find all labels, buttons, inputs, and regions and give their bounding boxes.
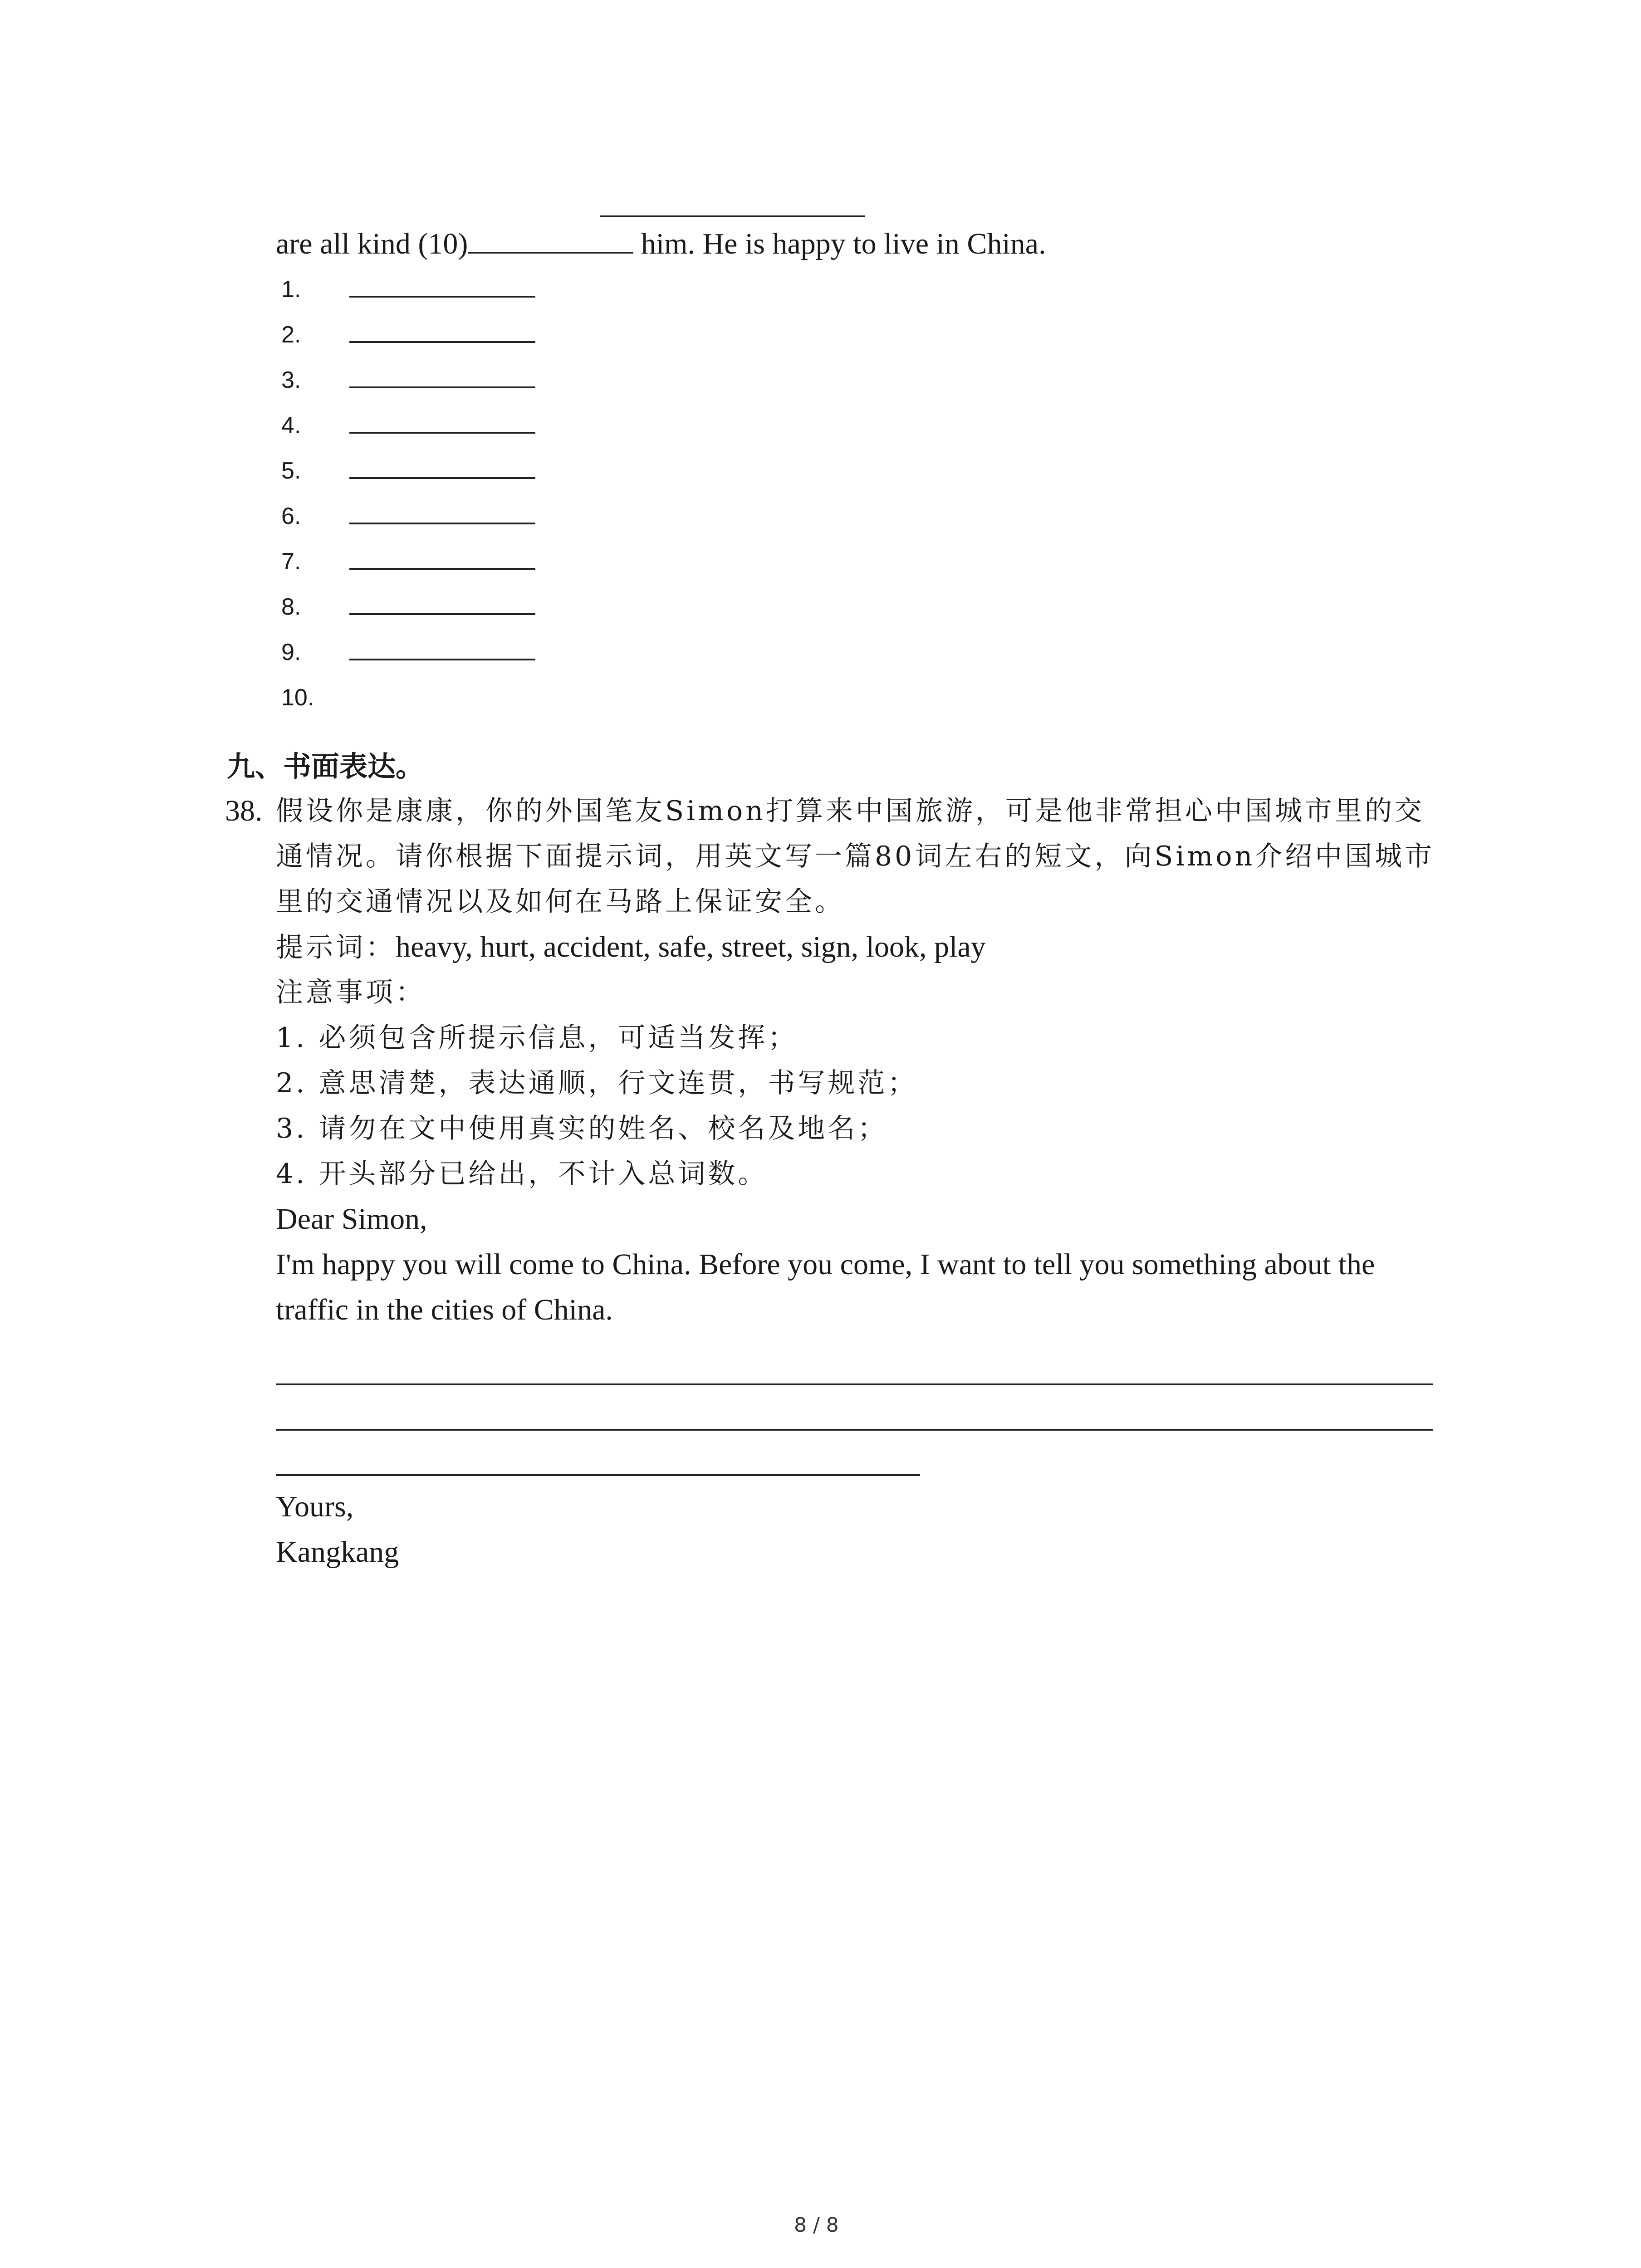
answer-number: 3. <box>281 367 301 393</box>
answer-number: 6. <box>281 503 301 529</box>
answer-number: 7. <box>281 548 301 575</box>
cloze-suffix: him. He is happy to live in China. <box>633 227 1046 260</box>
letter-opening-line-2: traffic in the cities of China. <box>276 1293 613 1326</box>
letter-signature: Kangkang <box>276 1535 399 1569</box>
answer-blank[interactable] <box>349 432 535 434</box>
answer-blank[interactable] <box>349 613 535 615</box>
note-item: 3. 请勿在文中使用真实的姓名、校名及地名； <box>276 1113 888 1144</box>
letter-opening-line-1: I'm happy you will come to China. Before you come, I want to tell you something about the <box>276 1248 1375 1281</box>
writing-line[interactable] <box>276 1429 1433 1431</box>
answer-blank[interactable] <box>349 296 535 298</box>
cloze-blank[interactable] <box>468 225 633 254</box>
answer-number: 1. <box>281 276 301 303</box>
answer-blank[interactable] <box>349 568 535 570</box>
page-number: 8 / 8 <box>794 2214 839 2237</box>
question-prompt-line-2: 通情况。请你根据下面提示词，用英文写一篇80词左右的短文，向Simon介绍中国城市 <box>276 841 1435 872</box>
writing-line[interactable] <box>276 1474 920 1476</box>
hint-line <box>276 924 986 970</box>
answer-number: 5. <box>281 458 301 484</box>
answer-blank[interactable] <box>349 477 535 479</box>
answer-number: 9. <box>281 639 301 665</box>
answer-blank[interactable] <box>349 386 535 388</box>
answer-blank[interactable] <box>349 659 535 660</box>
note-item: 4. 开头部分已给出，不计入总词数。 <box>276 1158 768 1190</box>
hint-label: 提示词： <box>276 932 396 963</box>
notes-title: 注意事项： <box>276 977 426 1008</box>
question-number: 38. <box>225 794 263 827</box>
hint-words: heavy, hurt, accident, safe, street, sign, look, play <box>396 930 986 963</box>
answer-blank-line <box>600 215 865 217</box>
answer-blank[interactable] <box>349 523 535 524</box>
letter-closing: Yours, <box>276 1490 354 1523</box>
answer-number: 8. <box>281 594 301 620</box>
note-item: 2. 意思清楚，表达通顺，行文连贯，书写规范； <box>276 1067 918 1099</box>
note-item: 1. 必须包含所提示信息，可适当发挥； <box>276 1022 798 1054</box>
answer-blank[interactable] <box>349 341 535 343</box>
letter-salutation: Dear Simon, <box>276 1202 427 1236</box>
answer-number: 4. <box>281 412 301 439</box>
question-prompt-line-3: 里的交通情况以及如何在马路上保证安全。 <box>276 886 845 918</box>
answer-number: 2. <box>281 322 301 348</box>
answer-number: 10. <box>281 684 314 711</box>
section-heading: 九、书面表达。 <box>227 750 424 783</box>
cloze-prefix: are all kind (10) <box>276 227 468 260</box>
writing-line[interactable] <box>276 1383 1433 1385</box>
cloze-sentence <box>276 221 1046 267</box>
question-prompt-line-1: 假设你是康康，你的外国笔友Simon打算来中国旅游，可是他非常担心中国城市里的交 <box>276 795 1425 827</box>
